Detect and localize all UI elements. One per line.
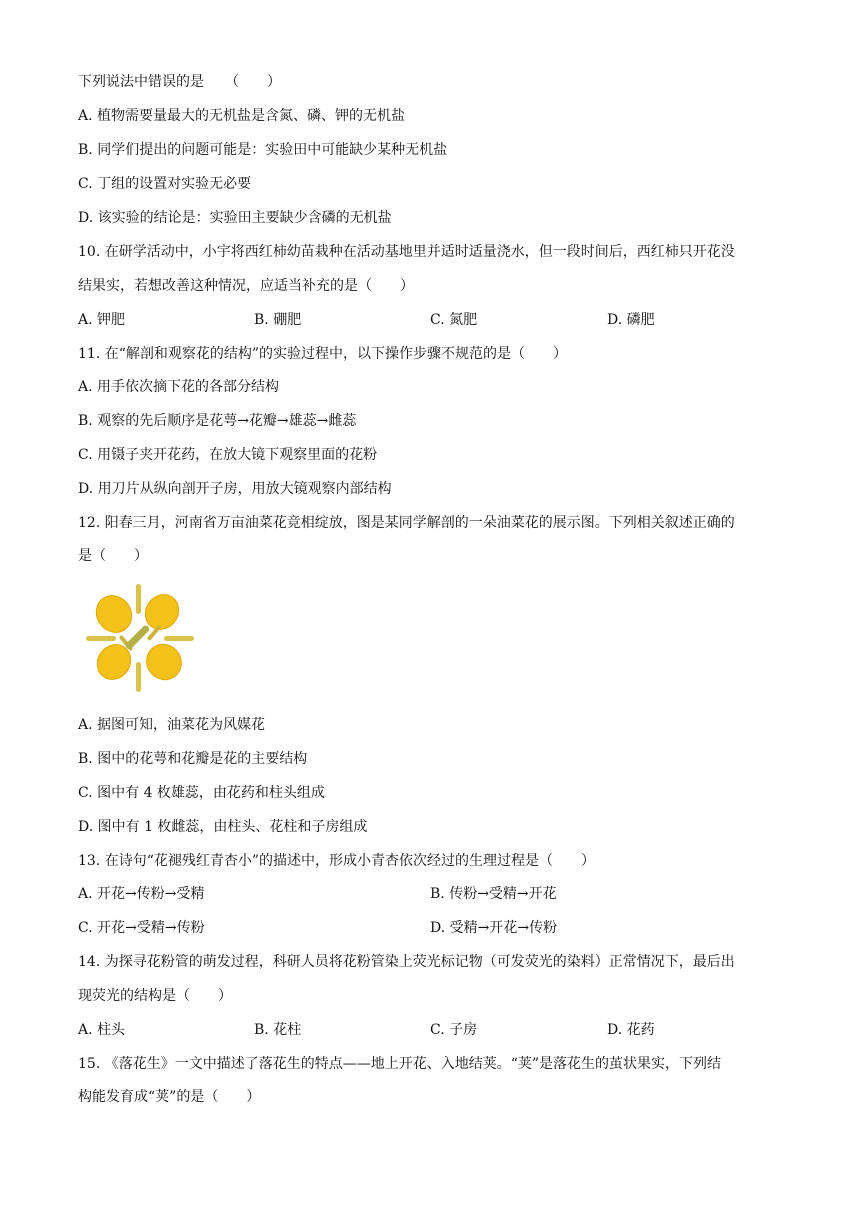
q11-option-d: D. 用刀片从纵向剖开子房，用放大镜观察内部结构 bbox=[78, 481, 392, 497]
q9-option-a: A. 植物需要量最大的无机盐是含氮、磷、钾的无机盐 bbox=[78, 108, 406, 124]
q9-option-c: C. 丁组的设置对实验无必要 bbox=[78, 176, 252, 192]
q10-option-d: D. 磷肥 bbox=[607, 312, 655, 328]
q11-stem: 11. 在“解剖和观察花的结构”的实验过程中，以下操作步骤不规范的是（ ） bbox=[78, 346, 568, 362]
q11-option-b: B. 观察的先后顺序是花萼→花瓣→雄蕊→雌蕊 bbox=[78, 413, 357, 429]
stamen bbox=[136, 662, 141, 692]
stamen bbox=[86, 636, 116, 641]
q10-stem-line2: 结果实，若想改善这种情况，应适当补充的是（ ） bbox=[78, 278, 414, 294]
q10-option-c: C. 氮肥 bbox=[430, 312, 478, 328]
q12-stem-line2: 是（ ） bbox=[78, 548, 148, 564]
q15-stem-line1: 15. 《落花生》一文中描述了落花生的特点——地上开花、入地结荚。“荚”是落花生的茧状果实，下列结 bbox=[78, 1056, 722, 1072]
q10-option-a: A. 钾肥 bbox=[78, 312, 126, 328]
q14-stem-line2: 现荧光的结构是（ ） bbox=[78, 988, 232, 1004]
q12-option-d: D. 图中有 1 枚雌蕊，由柱头、花柱和子房组成 bbox=[78, 819, 368, 835]
q12-stem-line1: 12. 阳春三月，河南省万亩油菜花竞相绽放，图是某同学解剖的一朵油菜花的展示图。下列相关叙述正确的 bbox=[78, 515, 735, 531]
q15-stem-line2: 构能发育成“荚”的是（ ） bbox=[78, 1089, 261, 1105]
q14-option-c: C. 子房 bbox=[430, 1022, 478, 1038]
q11-option-a: A. 用手依次摘下花的各部分结构 bbox=[78, 379, 280, 395]
petal bbox=[140, 638, 188, 687]
q12-option-b: B. 图中的花萼和花瓣是花的主要结构 bbox=[78, 751, 308, 767]
q10-stem-line1: 10. 在研学活动中，小宇将西红柿幼苗栽种在活动基地里并适时适量浇水，但一段时间后，西红柿只开花没 bbox=[78, 244, 735, 260]
rapeseed-flower-figure bbox=[84, 582, 196, 694]
pistil bbox=[124, 624, 150, 650]
q10-option-b: B. 硼肥 bbox=[254, 312, 302, 328]
q13-option-b: B. 传粉→受精→开花 bbox=[430, 886, 557, 902]
q14-option-d: D. 花药 bbox=[607, 1022, 655, 1038]
q12-option-c: C. 图中有 4 枚雄蕊，由花药和柱头组成 bbox=[78, 785, 325, 801]
petal bbox=[89, 589, 139, 640]
q14-stem-line1: 14. 为探寻花粉管的萌发过程，科研人员将花粉管染上荧光标记物（可发荧光的染料）正常情况下，最后出 bbox=[78, 954, 735, 970]
q9-stem-tail: 下列说法中错误的是 （ ） bbox=[78, 74, 281, 90]
q14-option-b: B. 花柱 bbox=[254, 1022, 302, 1038]
q13-option-d: D. 受精→开花→传粉 bbox=[430, 920, 558, 936]
q9-option-b: B. 同学们提出的问题可能是：实验田中可能缺少某种无机盐 bbox=[78, 142, 448, 158]
q13-stem: 13. 在诗句“花褪残红青杏小”的描述中，形成小青杏依次经过的生理过程是（ ） bbox=[78, 853, 596, 869]
q12-option-a: A. 据图可知，油菜花为风媒花 bbox=[78, 717, 266, 733]
q13-option-a: A. 开花→传粉→受精 bbox=[78, 886, 205, 902]
stamen bbox=[164, 636, 194, 641]
q13-option-c: C. 开花→受精→传粉 bbox=[78, 920, 205, 936]
q9-option-d: D. 该实验的结论是：实验田主要缺少含磷的无机盐 bbox=[78, 210, 392, 226]
q14-option-a: A. 柱头 bbox=[78, 1022, 126, 1038]
q11-option-c: C. 用镊子夹开花药，在放大镜下观察里面的花粉 bbox=[78, 447, 378, 463]
stamen bbox=[136, 584, 141, 614]
